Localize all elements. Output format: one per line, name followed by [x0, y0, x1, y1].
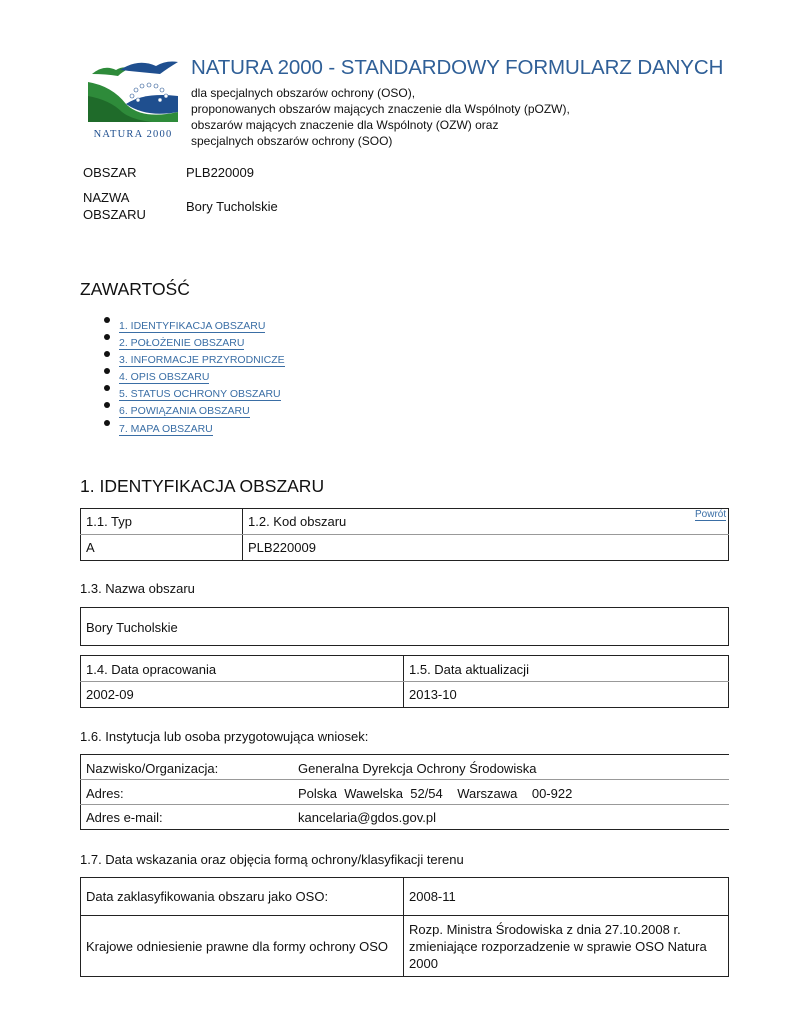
date-compiled-header: 1.4. Data opracowania — [86, 662, 217, 677]
subtitle-line-4: specjalnych obszarów ochrony (SOO) — [191, 134, 393, 148]
respondent-heading: 1.6. Instytucja lub osoba przygotowująca wniosek: — [80, 729, 369, 744]
address-label: Adres: — [86, 786, 124, 801]
bullet-icon — [104, 368, 110, 374]
toc-link-protection-status[interactable]: 5. STATUS OCHRONY OBSZARU — [119, 388, 281, 400]
bullet-icon — [104, 351, 110, 357]
natura-2000-logo-icon — [82, 52, 184, 144]
legal-reference-line-1: Rozp. Ministra Środowiska z dnia 27.10.2008 r. — [409, 922, 681, 937]
date-updated-value: 2013-10 — [409, 687, 457, 702]
subtitle-line-3: obszarów mających znaczenie dla Wspólnoty (OZW) oraz — [191, 118, 499, 132]
respondent-table-top — [80, 754, 729, 755]
address-value: Polska Wawelska 52/54 Warszawa 00-922 — [298, 786, 573, 801]
subtitle-line-2: proponowanych obszarów mających znaczenie dla Wspólnoty (pOZW), — [191, 102, 570, 116]
site-name-label-line1: NAZWA — [83, 190, 130, 205]
toc-title: ZAWARTOŚĆ — [80, 279, 190, 299]
name-value: Bory Tucholskie — [86, 620, 178, 635]
legal-reference-label: Krajowe odniesienie prawne dla formy ochrony OSO — [86, 939, 389, 954]
toc-link-ecological-info[interactable]: 3. INFORMACJE PRZYRODNICZE — [119, 354, 285, 366]
back-link[interactable]: Powrót — [695, 509, 727, 520]
type-value: A — [86, 540, 95, 555]
site-name-label-line2: OBSZARU — [83, 207, 146, 222]
code-value: PLB220009 — [248, 540, 316, 555]
site-name-value: Bory Tucholskie — [186, 199, 278, 214]
email-label: Adres e-mail: — [86, 810, 163, 825]
legal-reference-line-2: zmieniające rozporzadzenie w sprawie OSO Natura — [409, 939, 707, 954]
type-header: 1.1. Typ — [86, 514, 133, 529]
spa-date-value: 2008-11 — [409, 889, 456, 904]
bullet-icon — [104, 385, 110, 391]
legal-reference-line-3: 2000 — [409, 956, 438, 971]
toc-link-identification[interactable]: 1. IDENTYFIKACJA OBSZARU — [119, 320, 266, 332]
designation-heading: 1.7. Data wskazania oraz objęcia formą ochrony/klasyfikacji terenu — [80, 852, 464, 867]
bullet-icon — [104, 317, 110, 323]
site-code-label: OBSZAR — [83, 165, 137, 180]
toc-link-site-relations[interactable]: 6. POWIĄZANIA OBSZARU — [119, 405, 250, 417]
org-label: Nazwisko/Organizacja: — [86, 761, 219, 776]
org-value: Generalna Dyrekcja Ochrony Środowiska — [298, 761, 537, 776]
date-compiled-value: 2002-09 — [86, 687, 134, 702]
logo-text: NATURA 2000 — [93, 129, 173, 140]
bullet-icon — [104, 420, 110, 426]
bullet-icon — [104, 334, 110, 340]
toc-link-site-map[interactable]: 7. MAPA OBSZARU — [119, 423, 213, 435]
spa-date-label: Data zaklasyfikowania obszaru jako OSO: — [86, 889, 329, 904]
date-updated-header: 1.5. Data aktualizacji — [409, 662, 529, 677]
code-header: 1.2. Kod obszaru — [248, 514, 347, 529]
email-value: kancelaria@gdos.gov.pl — [298, 810, 436, 825]
subtitle-line-1: dla specjalnych obszarów ochrony (OSO), — [191, 86, 416, 100]
toc-link-location[interactable]: 2. POŁOŻENIE OBSZARU — [119, 337, 245, 349]
name-heading: 1.3. Nazwa obszaru — [80, 581, 195, 596]
site-code-value: PLB220009 — [186, 165, 254, 180]
toc-link-site-description[interactable]: 4. OPIS OBSZARU — [119, 371, 210, 383]
section-1-title: 1. IDENTYFIKACJA OBSZARU — [80, 476, 325, 496]
bullet-icon — [104, 402, 110, 408]
page-title: NATURA 2000 - STANDARDOWY FORMULARZ DANYCH — [191, 56, 724, 79]
